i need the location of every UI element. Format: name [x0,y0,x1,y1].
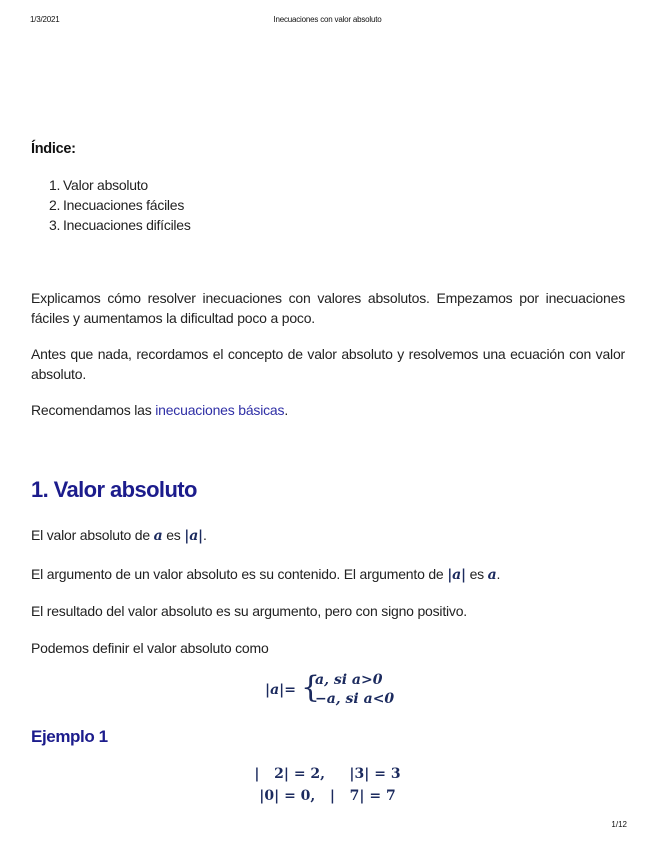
define-sentence: Podemos definir el valor absoluto como [31,640,269,656]
result-sentence: El resultado del valor absoluto es su argumento, pero con signo positivo. [31,603,467,619]
intro-paragraph-2: Antes que nada, recordamos el concepto de valor absoluto y resolvemos una ecuación con valor absoluto. [31,346,625,382]
toc-item-label: Valor absoluto [63,177,148,193]
definition-sentence [31,525,625,546]
intro-paragraph-1: Explicamos cómo resolver inecuaciones con valores absolutos. Empezamos por inecuaciones fáciles y aumentamos la dificultad poco a poco. [31,290,625,326]
intro-p3-suffix: . [284,402,289,418]
formula-case-2: −a, si a<0 [315,691,395,707]
math-abs: |a| [447,567,466,583]
example-1-line-2: |0| = 0, | 7| = 7 [259,788,396,804]
toc-item-number: 2. [49,197,61,213]
page-number: 1/12 [611,820,627,829]
toc-list [49,175,191,235]
toc-item[interactable] [49,215,191,235]
example-1-line-1: | 2| = 2, |3| = 3 [254,766,401,782]
toc-item-number: 3. [49,217,61,233]
toc-heading: Índice: [31,141,76,157]
text-fragment: . [496,566,501,582]
text-fragment: . [202,527,207,543]
text-fragment: es [162,527,185,543]
formula-lhs: |a|= [265,682,296,698]
toc-item-number: 1. [49,177,61,193]
text-fragment: es [465,566,488,582]
print-date: 1/3/2021 [30,15,60,24]
toc-item-label: Inecuaciones difíciles [63,217,191,233]
example-1-title: Ejemplo 1 [31,727,108,746]
math-variable: a [487,567,497,583]
toc-item[interactable] [49,195,191,215]
math-abs: |a| [184,528,203,544]
section-title-valor-absoluto: 1. Valor absoluto [31,477,197,502]
formula-case-1: a, si a>0 [315,672,383,688]
math-variable: a [153,528,163,544]
basic-inequalities-link[interactable]: inecuaciones básicas [155,402,285,418]
argument-sentence [31,564,625,585]
print-title: Inecuaciones con valor absoluto [273,15,382,24]
text-fragment: El argumento de un valor absoluto es su contenido. El argumento de [31,566,448,582]
intro-paragraph-3 [31,400,625,420]
text-fragment: El valor absoluto de [31,527,154,543]
toc-item[interactable] [49,175,191,195]
toc-item-label: Inecuaciones fáciles [63,197,185,213]
formula-brace: { [301,670,321,705]
intro-p3-prefix: Recomendamos las [31,402,156,418]
